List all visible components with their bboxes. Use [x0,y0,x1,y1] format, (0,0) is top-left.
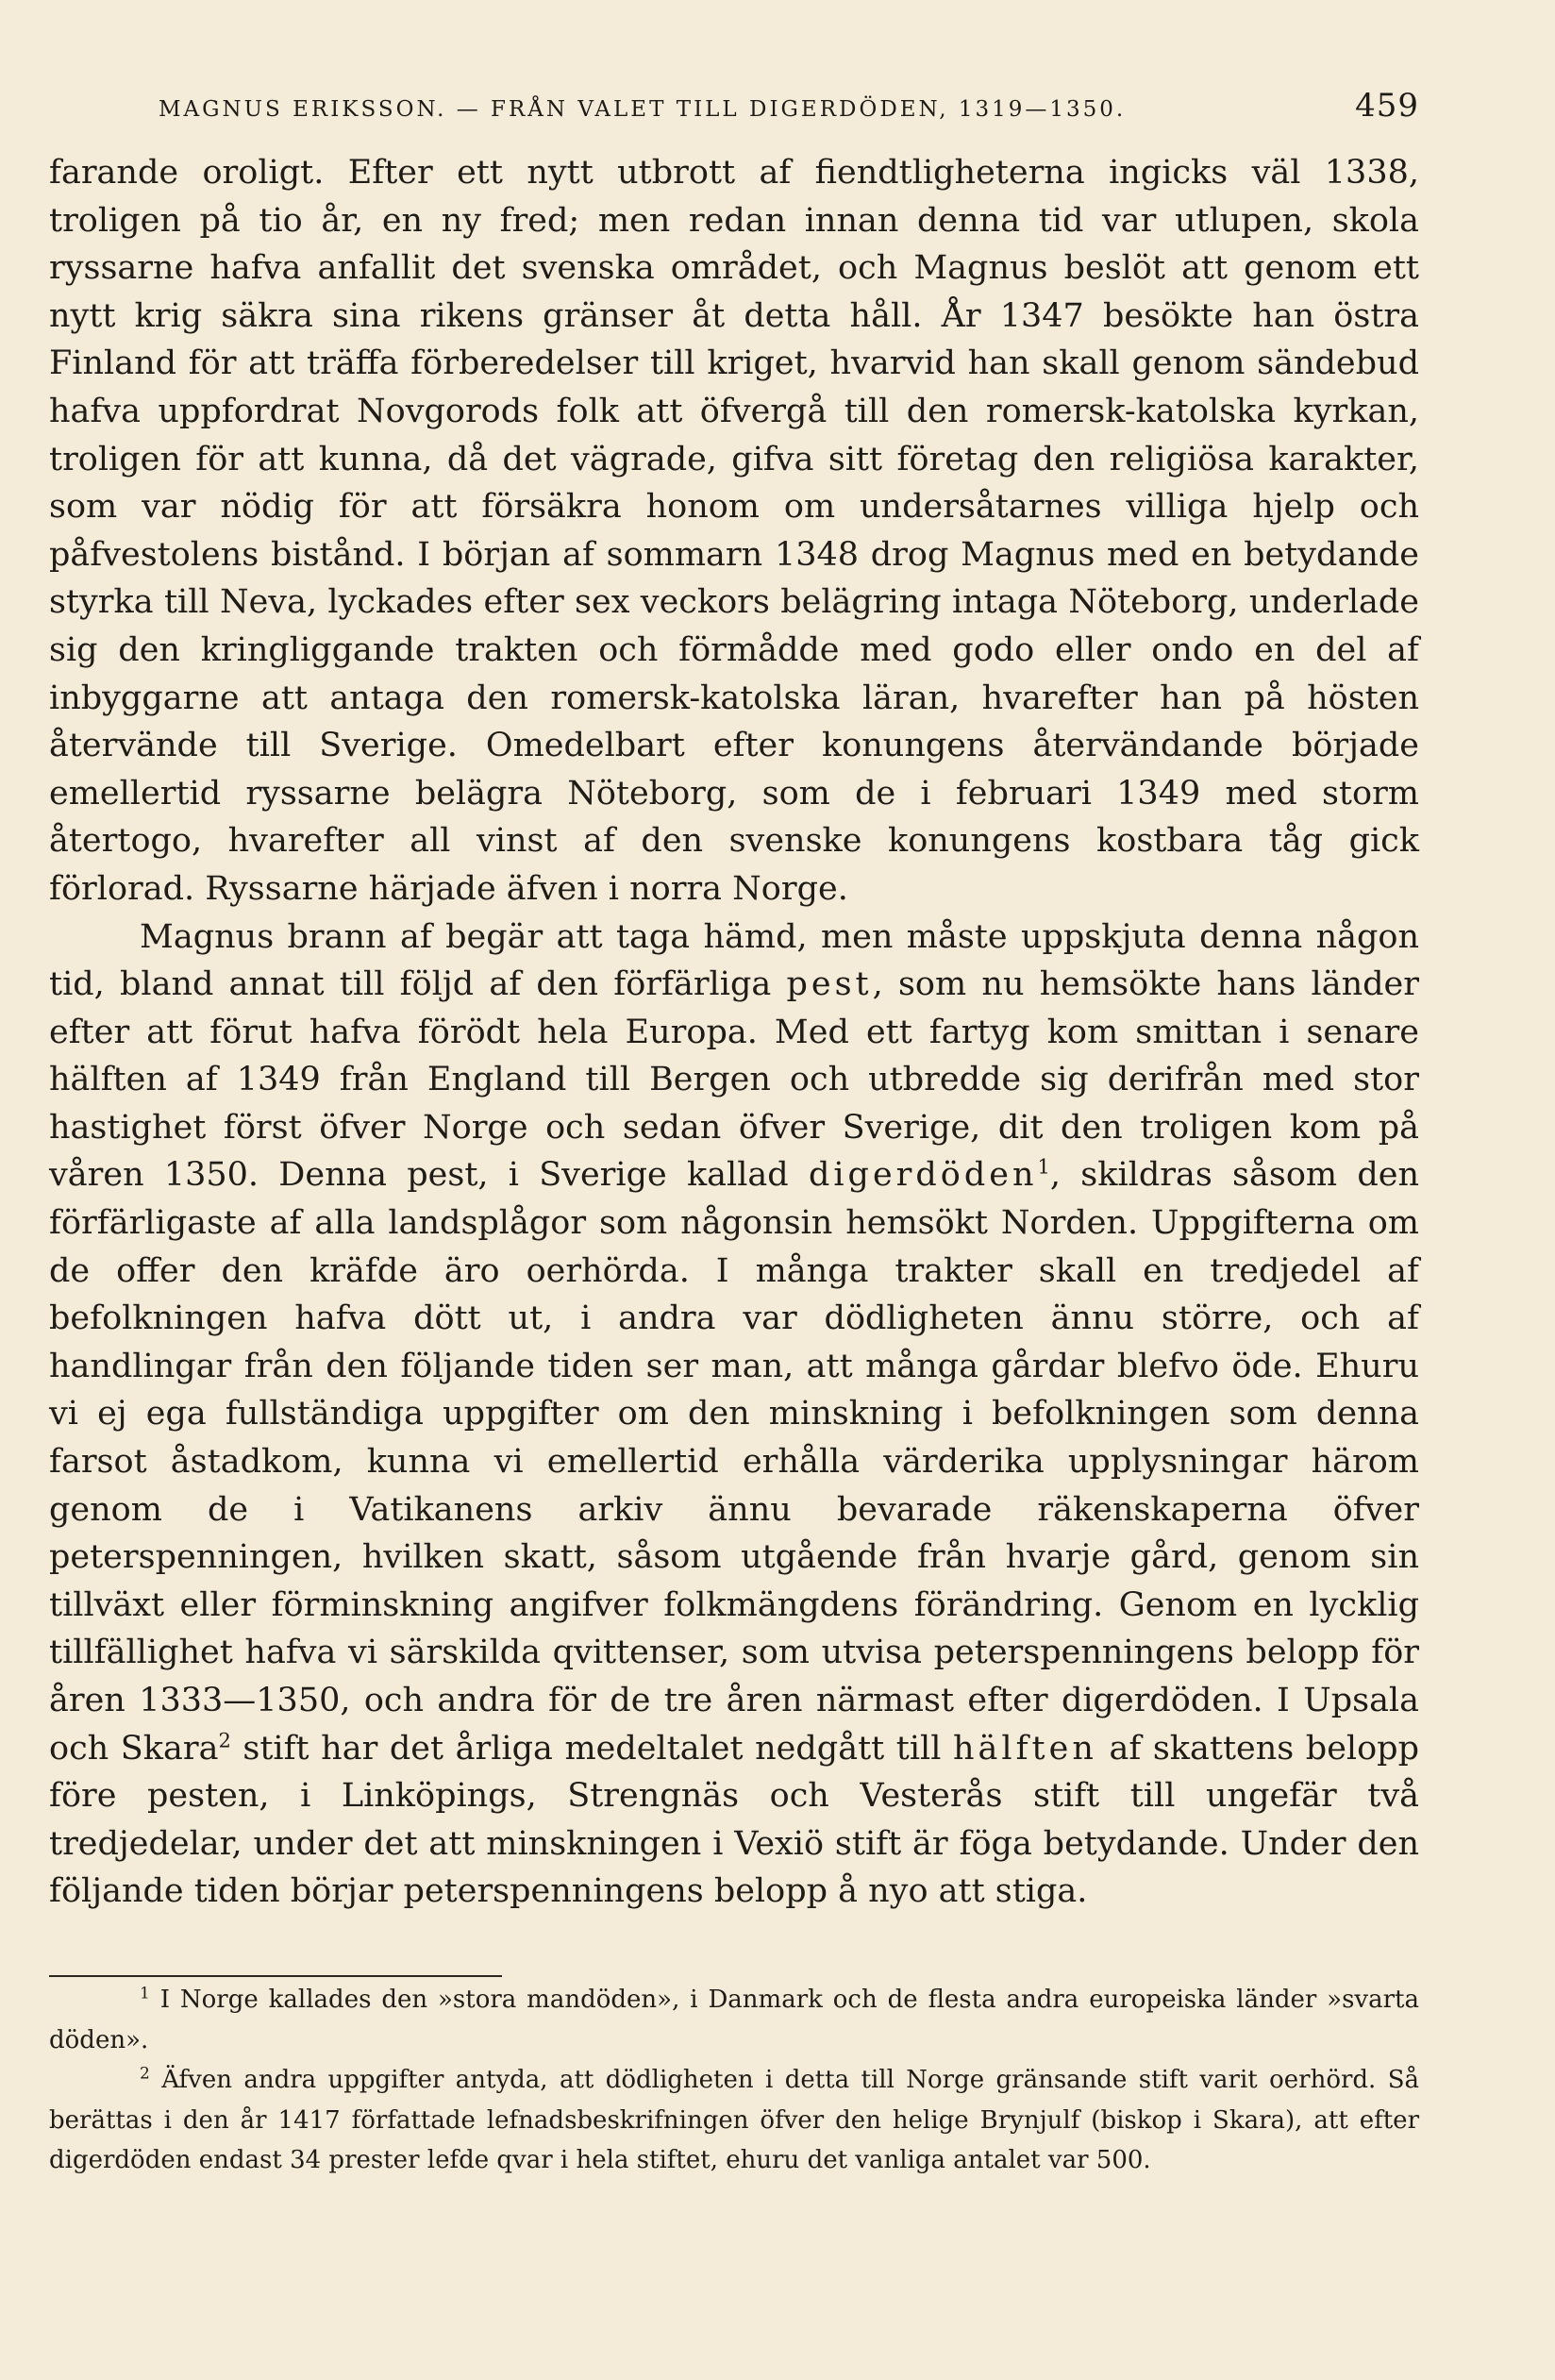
footnote-marker: 2 [140,2064,150,2084]
body-text [49,149,1419,1916]
running-title: MAGNUS ERIKSSON. — FRÅN VALET TILL DIGERDÖDEN, 1319—1350. [159,97,1127,122]
running-header [159,87,1419,132]
footnote-ref-1: 1 [1037,1155,1050,1179]
footnote-text: Äfven andra uppgifter antyda, att dödligheten i detta till Norge gränsande stift varit oerhörd. Så berättas i den år 1417 författade lefnadsbeskrifningen öfver den helige Brynjulf (biskop i Skara), att efter digerdöden endast 34 prester lefde qvar i hela stiftet, ehuru det vanliga antalet var 500. [49,2066,1420,2174]
text-span: , skildras såsom den förfärligaste af alla landsplågor som någonsin hemsökt Norden. Uppgifterna om de offer den kräfde äro oerhörda. I många trakter skall en tredjedel af befolkningen hafva dött ut, i andra var dödligheten ännu större, och af handlingar från den följande tiden ser man, att många gårdar blefvo öde. Ehuru vi ej ega fullständiga uppgifter om den minskning i befolkningen som denna farsot åstadkom, kunna vi emellertid erhålla värderika upplysningar härom genom de i Vatikanens arkiv ännu bevarade räkenskaperna öfver peterspenningen, hvilken skatt, såsom utgående från hvarje gård, genom sin tillväxt eller förminskning angifver folkmängdens förändring. Genom en lycklig tillfällighet hafva vi särskilda qvittenser, som utvisa peterspenningens belopp för åren 1333—1350, och andra för de tre åren närmast efter digerdöden. I Upsala och Skara [49,1156,1419,1768]
text-span: af skattens belopp före pesten, i Linköpings, Strengnäs och Vesterås stift till ungefär två tredjedelar, under det att minskningen i Vexiö stift är föga betydande. Under den följande tiden börjar peterspenningens belopp å nyo att stiga. [49,1729,1419,1911]
text-span: Magnus brann af begär att taga hämd, men måste uppskjuta denna någon tid, bland annat till följd af den förfärliga [49,917,1419,1004]
emphasis-halften: hälften [952,1729,1097,1768]
footnote-text: I Norge kallades den »stora mandöden», i Danmark och de flesta andra europeiska länder »svarta döden». [49,1986,1420,2054]
footnote-1 [49,1980,1419,2060]
paragraph-2 [49,913,1419,1916]
footnote-divider [49,1975,502,1977]
footnotes [49,1980,1419,2181]
footnote-marker: 1 [140,1984,150,2003]
text-span: stift har det årliga medeltalet nedgått till [230,1729,942,1768]
page-number: 459 [1355,87,1419,125]
footnote-ref-2: 2 [218,1728,231,1751]
emphasis-digerdoden: digerdöden [808,1156,1038,1195]
footnote-2 [49,2060,1419,2181]
text-span: , som nu hemsökte hans länder efter att förut hafva förödt hela Europa. Med ett fartyg kom smittan i senare hälften af 1349 från England till Bergen och utbredde sig derifrån med stor hastighet först öfver Norge och sedan öfver Sverige, dit den troligen kom på våren 1350. Denna pest, i Sverige kallad [49,965,1419,1195]
paragraph-1: farande oroligt. Efter ett nytt utbrott af fiendtligheterna ingicks väl 1338, troligen på tio år, en ny fred; men redan innan denna tid var utlupen, skola ryssarne hafva anfallit det svenska området, och Magnus beslöt att genom ett nytt krig säkra sina rikens gränser åt detta håll. År 1347 besökte han östra Finland för att träffa förberedelser till kriget, hvarvid han skall genom sändebud hafva uppfordrat Novgorods folk att öfvergå till den romersk-katolska kyrkan, troligen för att kunna, då det vägrade, gifva sitt företag den religiösa karakter, som var nödig för att försäkra honom om undersåtarnes villiga hjelp och påfvestolens bistånd. I början af sommarn 1348 drog Magnus med en betydande styrka till Neva, lyckades efter sex veckors belägring intaga Nöteborg, underlade sig den kringliggande trakten och förmådde med godo eller ondo en del af inbyggarne att antaga den romersk-katolska läran, hvarefter han på hösten återvände till Sverige. Omedelbart efter konungens återvändande började emellertid ryssarne belägra Nöteborg, som de i februari 1349 med storm återtogo, hvarefter all vinst af den svenske konungens kostbara tåg gick förlorad. Ryssarne härjade äfven i norra Norge. [49,154,1419,908]
emphasis-pest: pest [786,965,873,1004]
